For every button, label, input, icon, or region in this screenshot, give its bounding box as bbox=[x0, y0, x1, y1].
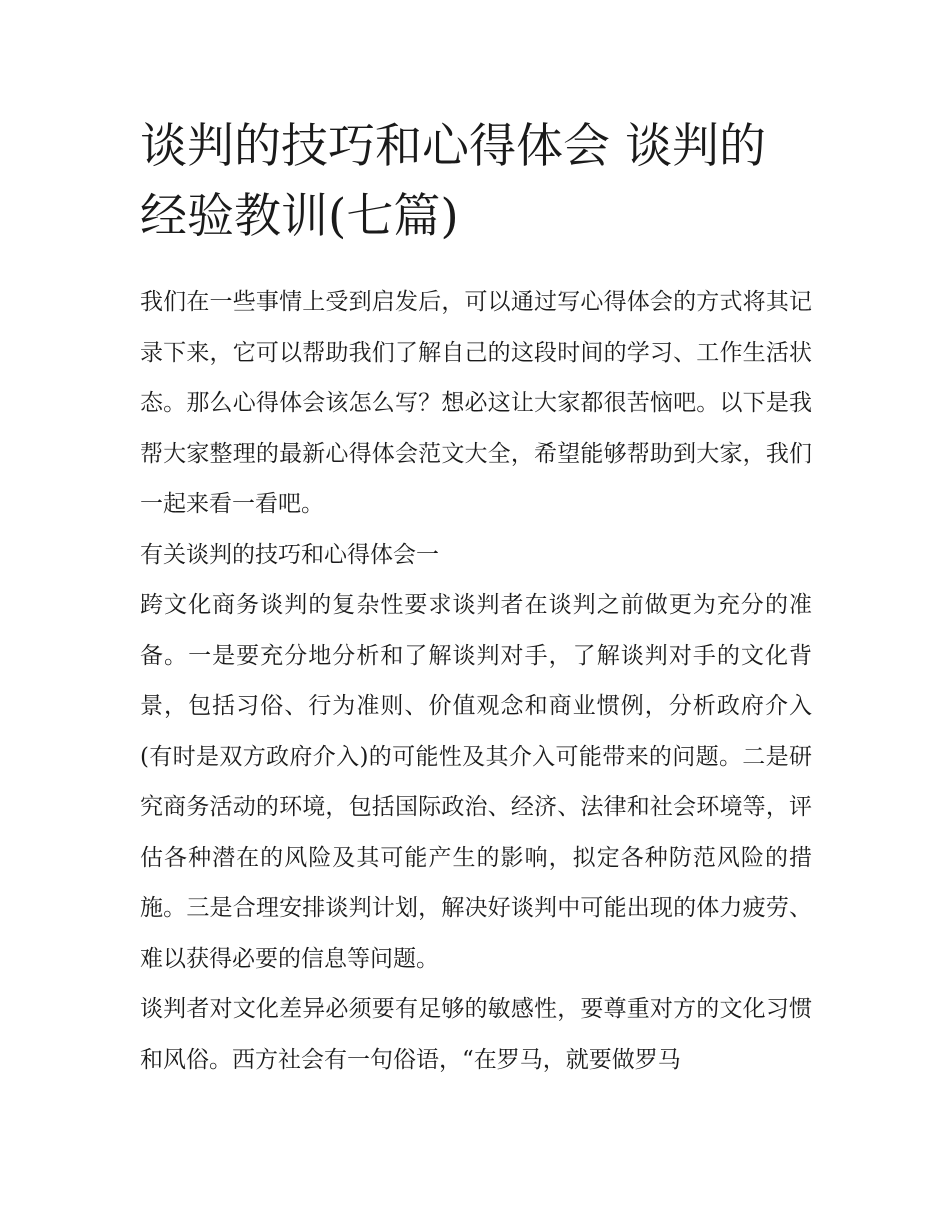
document-page bbox=[140, 112, 812, 1085]
intro-paragraph: 我们在一些事情上受到启发后，可以通过写心得体会的方式将其记录下来，它可以帮助我们了解自己的这段时间的学习、工作生活状态。那么心得体会该怎么写？想必这让大家都很苦恼吧。以下是我帮大家整理的最新心得体会范文大全，希望能够帮助到大家，我们一起来看一看吧。 bbox=[140, 289, 812, 517]
document-title: 谈判的技巧和心得体会 谈判的经验教训(七篇) bbox=[140, 119, 766, 244]
body-paragraph-1: 跨文化商务谈判的复杂性要求谈判者在谈判之前做更为充分的准备。一是要充分地分析和了解谈判对手，了解谈判对手的文化背景，包括习俗、行为准则、价值观念和商业惯例，分析政府介入(有时是双方政府介入)的可能性及其介入可能带来的问题。二是研究商务活动的环境，包括国际政治、经济、法律和社会环境等，评估各种潜在的风险及其可能产生的影响，拟定各种防范风险的措施。三是合理安排谈判计划，解决好谈判中可能出现的体力疲劳、难以获得必要的信息等问题。 bbox=[140, 592, 812, 972]
section-heading: 有关谈判的技巧和心得体会一 bbox=[140, 541, 439, 568]
body-paragraph-2: 谈判者对文化差异必须要有足够的敏感性，要尊重对方的文化习惯和风俗。西方社会有一句俗语，“在罗马，就要做罗马 bbox=[140, 996, 812, 1073]
